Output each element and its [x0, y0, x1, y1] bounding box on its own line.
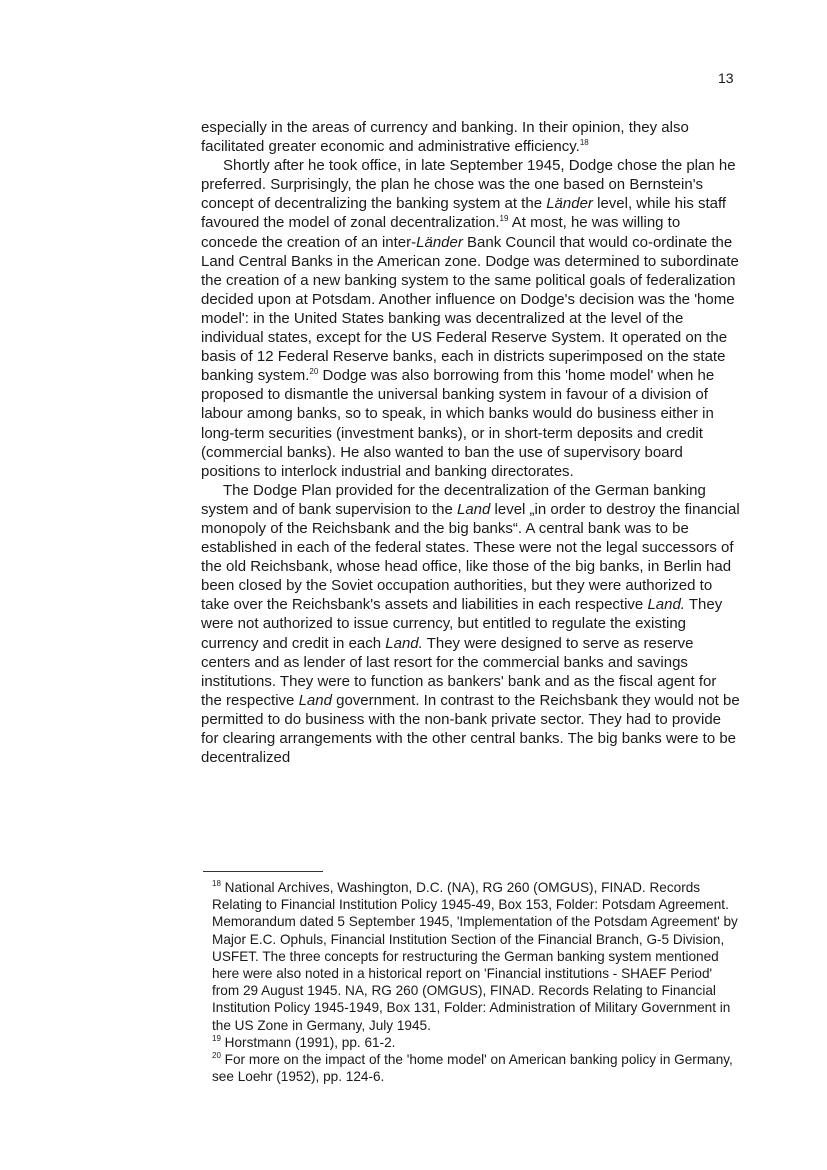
- text-run: They were not authorized to issue currency, but entitled to regulate the existing currency and credit in each: [201, 596, 723, 652]
- text-run: Bank Council that would co-ordinate the Land Central Banks in the American zone. Dodge was determined to subordinate the creation of a new banking system to the same political goals of federalization decided upon at Potsdam. Another influence on Dodge's decision was the 'home model': in the United States banking was decentralized at the level of the individual states, except for the US Federal Reserve System. It operated on the basis of 12 Federal Reserve banks, each in districts superimposed on the state banking system.: [201, 233, 739, 385]
- text-run: level, while his staff favoured the model of zonal decentralization.: [201, 195, 727, 232]
- italic-term: Länder: [416, 233, 463, 251]
- italic-term: Land.: [385, 634, 423, 652]
- footnote: [212, 1034, 742, 1051]
- text-run: The Dodge Plan provided for the decentralization of the German banking system and of bank supervision to the: [201, 481, 706, 518]
- footnote-marker: 19: [212, 1033, 221, 1043]
- italic-term: Länder: [546, 195, 593, 213]
- paragraph: [201, 118, 741, 156]
- italic-term: Land: [456, 500, 491, 518]
- text-run: government. In contrast to the Reichsbank they would not be permitted to do business with the non-bank private sector. They had to provide for clearing arrangements with the other central banks. The big banks were to be decentralized: [201, 691, 740, 767]
- italic-term: Land.: [647, 596, 685, 614]
- footnotes: [212, 879, 742, 1085]
- footnote-marker: 20: [212, 1051, 221, 1061]
- italic-term: Land: [298, 691, 332, 709]
- page-number: 13: [718, 70, 734, 86]
- text-run: especially in the areas of currency and banking. In their opinion, they also facilitated greater economic and administrative efficiency.: [201, 119, 689, 156]
- footnote: [212, 879, 742, 1034]
- footnote-separator: [203, 871, 323, 872]
- text-run: Horstmann (1991), pp. 61-2.: [220, 1034, 396, 1050]
- text-run: At most, he was willing to concede the creation of an inter-: [201, 214, 681, 251]
- footnote: [212, 1051, 742, 1085]
- paragraph: [201, 156, 741, 481]
- footnote-marker: 19: [499, 214, 509, 224]
- text-run: For more on the impact of the 'home model' on American banking policy in Germany, see Loehr (1952), pp. 124-6.: [212, 1052, 733, 1085]
- footnote-marker: 18: [579, 138, 589, 148]
- text-run: They were designed to serve as reserve centers and as lender of last resort for the commercial banks and savings institutions. They were to function as bankers' bank and as the fiscal agent for the respective: [201, 634, 717, 709]
- text-run: level „in order to destroy the financial monopoly of the Reichsbank and the big banks“. A central bank was to be established in each of the federal states. These were not the legal successors of the old Reichsbank, whose head office, like those of the big banks, in Berlin had been closed by the Soviet occupation authorities, but they were authorized to take over the Reichsbank's assets and liabilities in each respective: [201, 500, 740, 614]
- text-run: National Archives, Washington, D.C. (NA), RG 260 (OMGUS), FINAD. Records Relating to Financial Institution Policy 1945-49, Box 153, Folder: Potsdam Agreement. Memorandum dated 5 September 1945, 'Implementation of the Potsdam Agreement' by Major E.C. Ophuls, Financial Institution Section of the Financial Branch, G-5 Division, USFET. The three concepts for restructuring the German banking system mentioned here were also noted in a historical report on 'Financial institutions - SHAEF Period' from 29 August 1945. NA, RG 260 (OMGUS), FINAD. Records Relating to Financial Institution Policy 1945-1949, Box 131, Folder: Administration of Military Government in the US Zone in Germany, July 1945.: [212, 880, 738, 1033]
- footnote-marker: 20: [309, 367, 319, 377]
- text-run: Shortly after he took office, in late September 1945, Dodge chose the plan he preferred. Surprisingly, the plan he chose was the one based on Bernstein's concept of decentralizing the banking system at the: [201, 157, 736, 213]
- paragraph: [201, 481, 741, 767]
- footnote-marker: 18: [212, 879, 221, 888]
- body-text: [201, 118, 741, 767]
- text-run: Dodge was also borrowing from this 'home model' when he proposed to dismantle the universal banking system in favour of a division of labour among banks, so to speak, in which banks would do business either in long-term securities (investment banks), or in short-term deposits and credit (commercial banks). He also wanted to ban the use of supervisory board positions to interlock industrial and banking directorates.: [201, 367, 715, 480]
